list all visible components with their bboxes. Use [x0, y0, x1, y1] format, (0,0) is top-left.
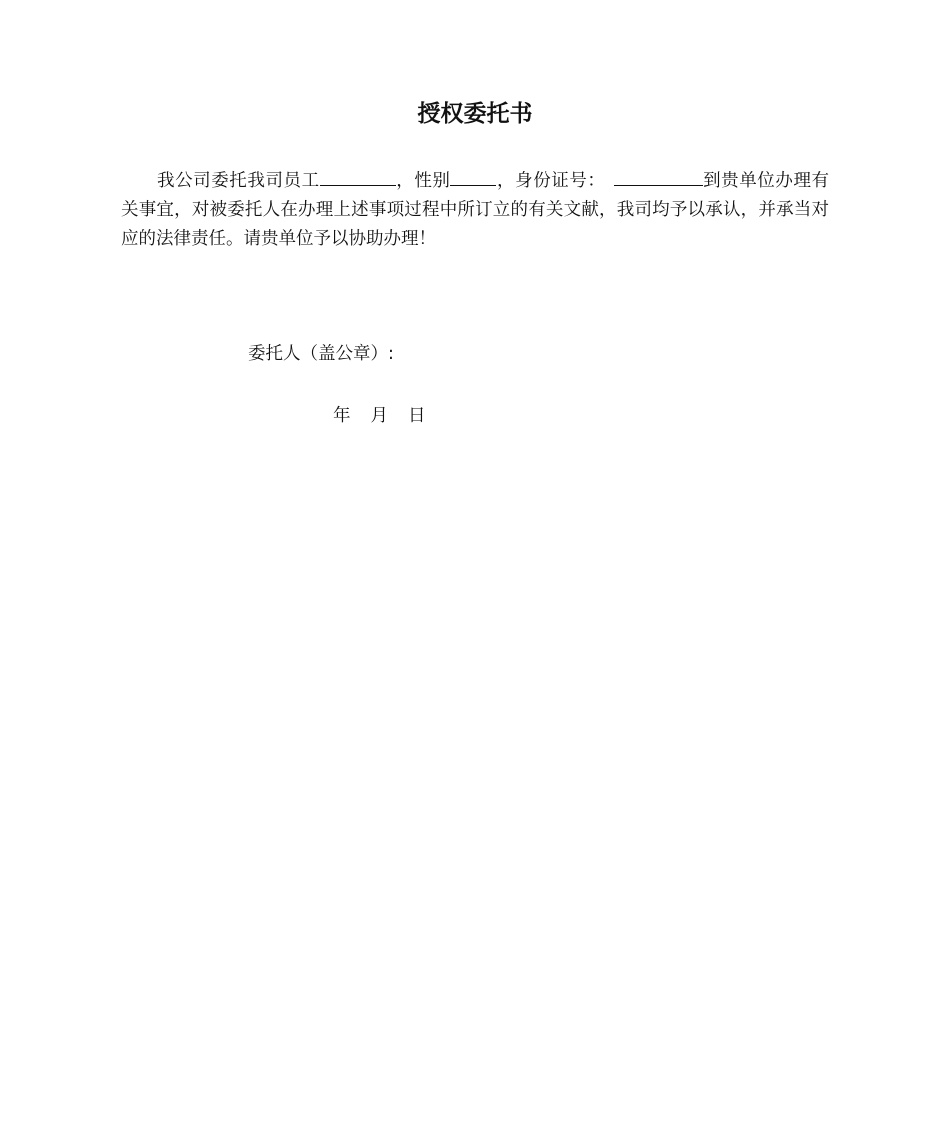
id-number-blank [614, 167, 703, 186]
paragraph-text-3: ，身份证号： [496, 171, 606, 191]
date-line [333, 403, 426, 429]
date-day-label: 日 [408, 406, 426, 426]
signature-label: 委托人（盖公章）: [248, 344, 394, 364]
authorization-paragraph [121, 167, 829, 254]
document-title: 授权委托书 [417, 101, 533, 127]
date-year-label: 年 [333, 406, 351, 426]
paragraph-text-4: 到贵单位办理有关事宜，对被委托人在办理上述事项过程中所订立的有关文献，我司均予以承认，并承当对应的法律责任。请贵单位予以协助办理！ [121, 171, 830, 249]
paragraph-text-2: ，性别 [395, 171, 451, 191]
paragraph-text-1: 我公司委托我司员工 [157, 171, 320, 191]
employee-name-blank [320, 167, 396, 186]
date-month-label: 月 [370, 406, 388, 426]
gender-blank [450, 167, 496, 186]
